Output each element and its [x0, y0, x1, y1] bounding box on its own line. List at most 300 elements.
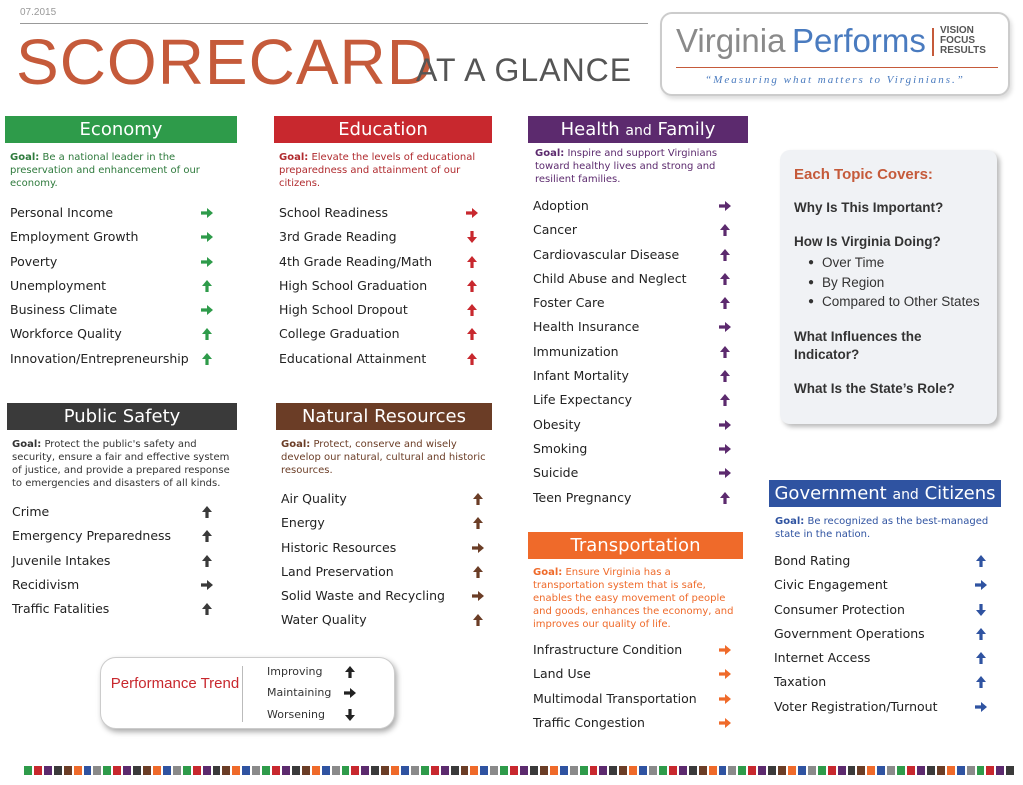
indicator-label: Energy [281, 515, 325, 531]
strip-square [649, 766, 657, 775]
indicator-row [276, 513, 492, 537]
indicator-row [276, 562, 492, 586]
goal-label: Goal: [12, 439, 42, 450]
covers-bullets [810, 253, 983, 312]
arrow-right-icon [718, 716, 732, 730]
indicator-label: Crime [12, 504, 50, 519]
strip-square [203, 766, 211, 775]
strip-square [470, 766, 478, 775]
indicator-list [769, 551, 1001, 721]
arrow-up-icon [718, 345, 732, 359]
indicator-row [528, 196, 748, 220]
indicator-list [276, 489, 492, 635]
strip-square [728, 766, 736, 775]
arrow-right-icon [200, 230, 214, 244]
indicator-label: 3rd Grade Reading [279, 229, 397, 245]
strip-square [351, 766, 359, 775]
strip-square [818, 766, 826, 775]
indicator-list [7, 502, 237, 623]
indicator-label: Foster Care [533, 295, 605, 311]
covers-question: What Is the State’s Role? [794, 380, 955, 396]
arrow-up-icon [974, 675, 988, 689]
arrow-down-icon [465, 230, 479, 244]
arrow-up-icon [718, 296, 732, 310]
arrow-up-icon [200, 529, 214, 543]
arrow-right-icon [718, 199, 732, 213]
title-word: and [625, 123, 652, 139]
indicator-label: Infant Mortality [533, 368, 629, 384]
arrow-up-icon [343, 665, 357, 679]
strip-square [510, 766, 518, 775]
strip-square [193, 766, 201, 775]
strip-square [758, 766, 766, 775]
header-rule [20, 23, 648, 24]
strip-square [520, 766, 528, 775]
arrow-right-icon [465, 206, 479, 220]
strip-square [639, 766, 647, 775]
covers-bullet: ● Over Time [810, 253, 983, 273]
section-goal [769, 515, 1001, 541]
title-word: Citizens [924, 483, 996, 504]
strip-square [272, 766, 280, 775]
indicator-label: Multimodal Transportation [533, 690, 697, 706]
title-scorecard: SCORECARD [16, 26, 434, 98]
strip-square [312, 766, 320, 775]
strip-square [480, 766, 488, 775]
strip-square [808, 766, 816, 775]
section-goal [274, 151, 492, 190]
goal-text: Be recognized as the best-managed state in the nation. [775, 516, 989, 540]
indicator-row [528, 488, 748, 512]
strip-square [659, 766, 667, 775]
indicator-label: Teen Pregnancy [533, 489, 632, 505]
strip-square [332, 766, 340, 775]
indicator-row [274, 300, 492, 324]
strip-square [322, 766, 330, 775]
arrow-right-icon [471, 589, 485, 603]
goal-text: Protect, conserve and wisely develop our natural, cultural and historic resources. [281, 439, 486, 476]
indicator-row [7, 526, 237, 550]
strip-square [848, 766, 856, 775]
strip-square [857, 766, 865, 775]
indicator-row [528, 390, 748, 414]
legend-label: Performance Trend [110, 675, 240, 692]
indicator-label: Innovation/Entrepreneurship [10, 350, 189, 366]
strip-square [768, 766, 776, 775]
indicator-row [769, 672, 1001, 696]
strip-square [64, 766, 72, 775]
indicator-row [5, 203, 237, 227]
strip-square [361, 766, 369, 775]
strip-square [699, 766, 707, 775]
indicator-label: Unemployment [10, 277, 107, 293]
indicator-row [528, 220, 748, 244]
section-title [528, 116, 748, 143]
arrow-right-icon [471, 541, 485, 555]
arrow-right-icon [718, 418, 732, 432]
section-goal [528, 147, 748, 186]
date-label: 07.2015 [20, 7, 57, 18]
arrow-up-icon [718, 369, 732, 383]
indicator-label: Business Climate [10, 302, 118, 318]
indicator-list [528, 196, 748, 512]
strip-square [689, 766, 697, 775]
arrow-right-icon [200, 303, 214, 317]
arrow-right-icon [718, 320, 732, 334]
strip-square [153, 766, 161, 775]
strip-square [838, 766, 846, 775]
legend-divider [242, 666, 243, 722]
strip-square [550, 766, 558, 775]
logo-rule [676, 67, 998, 68]
strip-square [401, 766, 409, 775]
arrow-right-icon [974, 700, 988, 714]
covers-question: How Is Virginia Doing? [794, 234, 941, 249]
goal-label: Goal: [775, 516, 805, 527]
strip-square [74, 766, 82, 775]
arrow-up-icon [200, 352, 214, 366]
strip-square [143, 766, 151, 775]
logo-tag: VISION [940, 25, 974, 36]
strip-square [500, 766, 508, 775]
strip-square [391, 766, 399, 775]
arrow-up-icon [471, 613, 485, 627]
strip-square [371, 766, 379, 775]
title-word: Government [774, 483, 887, 504]
indicator-row [528, 689, 743, 713]
arrow-right-icon [200, 578, 214, 592]
arrow-up-icon [465, 255, 479, 269]
indicator-label: Emergency Preparedness [12, 528, 172, 544]
title-word: Family [657, 119, 716, 140]
strip-square [490, 766, 498, 775]
strip-square [381, 766, 389, 775]
arrow-up-icon [718, 393, 732, 407]
strip-square [173, 766, 181, 775]
indicator-label: Water Quality [281, 612, 367, 628]
goal-text: Protect the public's safety and security, ensure a fair and effective system of justice, and provide a prepared response to emergencies and disasters of all kinds. [12, 439, 230, 489]
color-square-strip [24, 766, 1014, 776]
strip-square [421, 766, 429, 775]
indicator-label: Immunization [533, 343, 619, 359]
arrow-up-icon [200, 602, 214, 616]
arrow-right-icon [200, 255, 214, 269]
arrow-right-icon [974, 578, 988, 592]
indicator-row [528, 439, 748, 463]
strip-square [580, 766, 588, 775]
strip-square [342, 766, 350, 775]
indicator-row [769, 697, 1001, 721]
arrow-up-icon [465, 279, 479, 293]
logo-divider [932, 28, 934, 56]
section-title: Transportation [528, 532, 743, 559]
strip-square [719, 766, 727, 775]
indicator-row [528, 269, 748, 293]
strip-square [967, 766, 975, 775]
indicator-label: Historic Resources [281, 539, 397, 555]
indicator-row [528, 463, 748, 487]
strip-square [669, 766, 677, 775]
indicator-label: Traffic Congestion [533, 714, 645, 730]
strip-square [570, 766, 578, 775]
indicator-row [5, 252, 237, 276]
indicator-row [276, 489, 492, 513]
strip-square [828, 766, 836, 775]
covers-bullet: ● Compared to Other States [810, 292, 983, 312]
indicator-row [528, 342, 748, 366]
arrow-right-icon [200, 206, 214, 220]
indicator-label: Adoption [533, 198, 589, 213]
section-title [769, 480, 1001, 507]
arrow-up-icon [471, 565, 485, 579]
strip-square [609, 766, 617, 775]
strip-square [93, 766, 101, 775]
logo-tagline: “Measuring what matters to Virginians.” [705, 74, 965, 86]
covers-question: What Influences the Indicator? [794, 328, 922, 362]
legend-text: Maintaining [267, 686, 332, 699]
indicator-label: Taxation [774, 674, 827, 690]
indicator-label: Educational Attainment [279, 350, 427, 366]
strip-square [213, 766, 221, 775]
section-title: Education [274, 116, 492, 143]
strip-square [937, 766, 945, 775]
arrow-up-icon [200, 505, 214, 519]
covers-title: Each Topic Covers: [794, 166, 933, 183]
arrow-right-icon [718, 643, 732, 657]
arrow-up-icon [718, 223, 732, 237]
strip-square [84, 766, 92, 775]
arrow-up-icon [974, 651, 988, 665]
strip-square [986, 766, 994, 775]
indicator-row [274, 276, 492, 300]
title-word: Health [560, 119, 620, 140]
logo-word-virginia: Virginia [676, 22, 786, 59]
strip-square [24, 766, 32, 775]
strip-square [451, 766, 459, 775]
indicator-row [276, 610, 492, 634]
arrow-right-icon [343, 686, 357, 700]
strip-square [977, 766, 985, 775]
indicator-label: Government Operations [774, 625, 925, 641]
legend-text: Improving [267, 665, 323, 678]
section-natural-resources [276, 403, 492, 635]
goal-label: Goal: [281, 439, 311, 450]
indicator-row [7, 599, 237, 623]
section-transportation [528, 532, 743, 737]
indicator-row [769, 624, 1001, 648]
strip-square [292, 766, 300, 775]
indicator-label: Poverty [10, 253, 58, 269]
indicator-label: Health Insurance [533, 319, 640, 335]
goal-label: Goal: [279, 152, 309, 163]
strip-square [867, 766, 875, 775]
indicator-label: Cancer [533, 222, 578, 238]
strip-square [897, 766, 905, 775]
indicator-list [274, 203, 492, 373]
indicator-row [528, 713, 743, 737]
indicator-row [274, 203, 492, 227]
arrow-up-icon [718, 248, 732, 262]
indicator-row [528, 640, 743, 664]
indicator-list [5, 203, 237, 373]
strip-square [530, 766, 538, 775]
section-government-citizens [769, 480, 1001, 721]
indicator-label: Bond Rating [774, 553, 851, 568]
strip-square [302, 766, 310, 775]
indicator-list [528, 640, 743, 737]
indicator-label: Cardiovascular Disease [533, 246, 680, 262]
indicator-label: Internet Access [774, 650, 871, 666]
arrow-down-icon [343, 708, 357, 722]
strip-square [947, 766, 955, 775]
arrow-up-icon [974, 554, 988, 568]
strip-square [788, 766, 796, 775]
logo-tag: RESULTS [940, 45, 986, 56]
indicator-label: Juvenile Intakes [12, 552, 111, 568]
indicator-row [5, 227, 237, 251]
logo-word-performs: Performs [792, 22, 926, 59]
arrow-up-icon [200, 554, 214, 568]
indicator-label: Infrastructure Condition [533, 642, 683, 657]
covers-question: Why Is This Important? [794, 200, 944, 215]
arrow-up-icon [718, 272, 732, 286]
section-goal [276, 438, 492, 477]
indicator-label: Smoking [533, 440, 588, 456]
arrow-up-icon [465, 327, 479, 341]
strip-square [907, 766, 915, 775]
strip-square [252, 766, 260, 775]
arrow-down-icon [974, 603, 988, 617]
section-title: Public Safety [7, 403, 237, 430]
section-goal [5, 151, 237, 190]
goal-text: Be a national leader in the preservation and enhancement of our economy. [10, 152, 200, 189]
indicator-label: School Readiness [279, 205, 388, 220]
indicator-label: Land Preservation [281, 563, 394, 579]
strip-square [103, 766, 111, 775]
indicator-row [528, 245, 748, 269]
strip-square [183, 766, 191, 775]
arrow-up-icon [200, 279, 214, 293]
strip-square [34, 766, 42, 775]
strip-square [163, 766, 171, 775]
goal-label: Goal: [10, 152, 40, 163]
strip-square [599, 766, 607, 775]
strip-square [113, 766, 121, 775]
indicator-row [5, 276, 237, 300]
strip-square [887, 766, 895, 775]
section-goal [7, 438, 237, 490]
section-economy [5, 116, 237, 373]
strip-square [738, 766, 746, 775]
indicator-row [528, 664, 743, 688]
legend-row-worsening [267, 707, 325, 723]
indicator-row [769, 575, 1001, 599]
indicator-label: Suicide [533, 465, 579, 481]
indicator-label: Solid Waste and Recycling [281, 588, 445, 604]
indicator-row [276, 586, 492, 610]
indicator-label: High School Dropout [279, 302, 408, 318]
arrow-up-icon [200, 327, 214, 341]
strip-square [133, 766, 141, 775]
indicator-label: Air Quality [281, 491, 347, 506]
arrow-up-icon [465, 352, 479, 366]
strip-square [629, 766, 637, 775]
strip-square [540, 766, 548, 775]
title-word: and [892, 487, 919, 503]
indicator-row [769, 648, 1001, 672]
logo-tags [940, 26, 986, 56]
strip-square [461, 766, 469, 775]
arrow-right-icon [718, 442, 732, 456]
indicator-row [274, 227, 492, 251]
section-title: Economy [5, 116, 237, 143]
arrow-up-icon [471, 516, 485, 530]
section-education [274, 116, 492, 373]
indicator-row [528, 366, 748, 390]
goal-label: Goal: [535, 148, 565, 159]
arrow-right-icon [718, 692, 732, 706]
strip-square [709, 766, 717, 775]
indicator-label: Obesity [533, 416, 581, 432]
arrow-up-icon [718, 491, 732, 505]
legend-text: Worsening [267, 708, 325, 721]
indicator-row [5, 300, 237, 324]
arrow-up-icon [974, 627, 988, 641]
strip-square [123, 766, 131, 775]
indicator-label: Personal Income [10, 205, 114, 220]
strip-square [411, 766, 419, 775]
strip-square [44, 766, 52, 775]
indicator-row [528, 415, 748, 439]
title-at-a-glance: AT A GLANCE [416, 52, 633, 88]
indicator-row [769, 600, 1001, 624]
performance-trend-legend [100, 657, 395, 729]
strip-square [54, 766, 62, 775]
indicator-row [274, 349, 492, 373]
indicator-row [5, 349, 237, 373]
indicator-row [7, 575, 237, 599]
strip-square [242, 766, 250, 775]
arrow-up-icon [471, 492, 485, 506]
virginia-performs-logo [660, 12, 1010, 96]
goal-text: Elevate the levels of educational preparedness and attainment of our citizens. [279, 152, 476, 189]
indicator-label: High School Graduation [279, 277, 428, 293]
strip-square [619, 766, 627, 775]
arrow-up-icon [465, 303, 479, 317]
strip-square [590, 766, 598, 775]
indicator-label: Life Expectancy [533, 392, 633, 408]
strip-square [282, 766, 290, 775]
indicator-label: College Graduation [279, 326, 400, 342]
strip-square [778, 766, 786, 775]
indicator-row [7, 502, 237, 526]
strip-square [957, 766, 965, 775]
arrow-right-icon [718, 466, 732, 480]
strip-square [996, 766, 1004, 775]
strip-square [679, 766, 687, 775]
indicator-label: Recidivism [12, 576, 80, 592]
strip-square [262, 766, 270, 775]
indicator-row [769, 551, 1001, 575]
indicator-row [276, 538, 492, 562]
strip-square [917, 766, 925, 775]
goal-text: Ensure Virginia has a transportation system that is safe, enables the easy movement of people and goods, enhances the economy, and improves our quality of life. [533, 567, 734, 630]
section-health-family [528, 116, 748, 512]
topic-covers-panel [780, 150, 997, 424]
covers-bullet: ● By Region [810, 273, 983, 293]
indicator-row [274, 252, 492, 276]
legend-row-maintaining [267, 685, 331, 701]
